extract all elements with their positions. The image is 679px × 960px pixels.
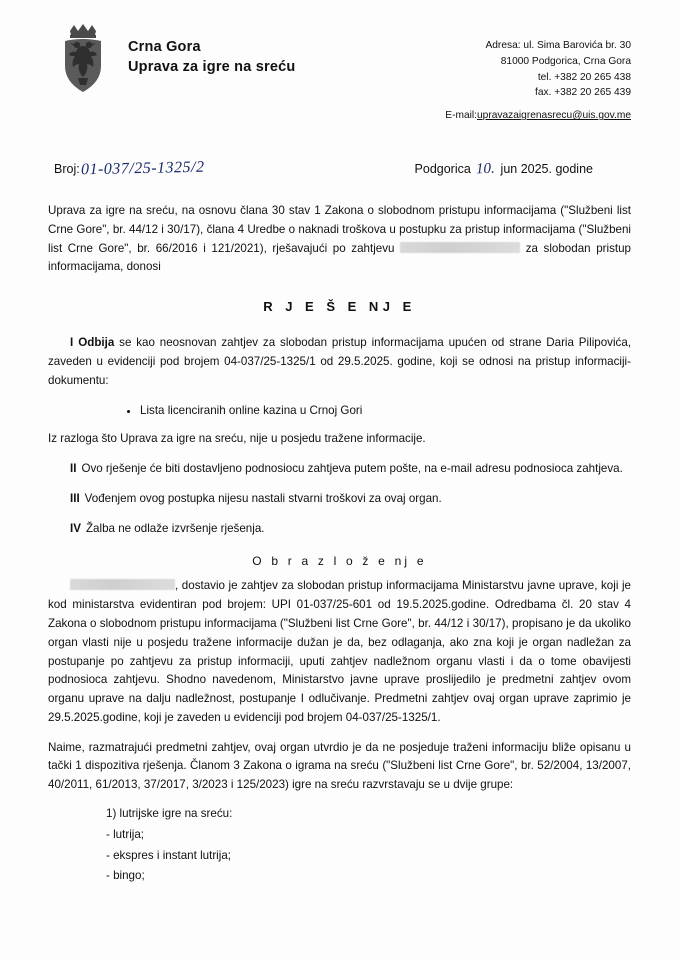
- decision-item-4-text: Žalba ne odlaže izvršenje rješenja.: [85, 521, 265, 535]
- date-rest: jun 2025. godine: [500, 162, 593, 177]
- decision-item-4: [48, 520, 631, 539]
- list-item: • Lista licenciranih online kazina u Crnoj Gori: [140, 402, 631, 421]
- explanation-paragraph-1: [48, 577, 631, 727]
- coat-of-arms-icon: [52, 22, 114, 96]
- intro-text-part-1: Uprava za igre na sreću, na osnovu člana 30 stav 1 Zakona o slobodnom pristupu informacijama ("Službeni list Crne Gore", br. 44/12 i 30/17), člana 4 Uredbe o naknadi troškova u postupku za pristup informacijama ("Službeni list Crne Gore", br. 66/2016 i 121/2021), rješavajući po zahtjevu: [48, 204, 631, 255]
- address-line-2: 81000 Podgorica, Crna Gora: [500, 55, 631, 67]
- decision-item-1-keyword: Odbija: [78, 336, 115, 350]
- decision-item-3: [48, 490, 631, 509]
- email-link[interactable]: upravazaigrenasrecu@uis.gov.me: [477, 110, 631, 122]
- games-group-1-heading: 1) lutrijske igre na sreću:: [106, 807, 233, 821]
- redacted-applicant-name-2: [70, 579, 175, 590]
- intro-text-part-2: za slobodan pristup informacijama, donosi: [48, 241, 631, 274]
- list-item: - bingo;: [106, 868, 145, 882]
- explanation-paragraph-1-text: , dostavio je zahtjev za slobodan pristup informacijama Ministarstvu javne uprave, koji je kod ministarstva evidentiran pod brojem: UPI 01-037/25-601 od 19.5.2025.godine. Odredbama čl. 20 stav 4 Zakona o slobodnom pristupu informacijama ("Službeni list Crne Gore", br. 44/12 i 30/17), propisano je da ukoliko organ vlasti nije u posjedu tražene informacije dužan je da, bez odlaganja, ako zna koji je organ nadležan za postupanje po zahtjevu za pristup informaciji, uputi zahtjev nadležnom organu vlasti i da o tome obavijesti podnosioca zahtjevu. Shodno navedenom, Ministarstvo javne uprave proslijedilo je predmetni zahtjev ovom organu uprave na dalju nadležnost, postupanje I odlučivanje. Predmetni zahtjev ovaj organ uprave zaprimio je 29.5.2025.godine, koji je zaveden u evidenciji pod brojem 04-037/25-1325/1.: [48, 579, 631, 724]
- decision-reason: Iz razloga što Uprava za igre na sreću, nije u posjedu tražene informacije.: [48, 432, 426, 446]
- date-day-handwritten: 10.: [476, 160, 496, 178]
- org-country: Crna Gora: [128, 39, 201, 55]
- document-header: [48, 0, 631, 124]
- email-row: [445, 108, 631, 124]
- decision-title: R J E Š E NJ E: [263, 299, 416, 315]
- list-item: - lutrija;: [106, 828, 145, 842]
- decision-item-2-text: Ovo rješenje će biti dostavljeno podnosiocu zahtjeva putem pošte, na e-mail adresu podnosioca zahtjeva.: [81, 462, 623, 476]
- ref-label: Broj:: [54, 162, 80, 177]
- intro-paragraph: [48, 202, 631, 277]
- decision-bullet-list: [48, 402, 631, 421]
- org-authority: Uprava za igre na sreću: [128, 58, 296, 75]
- explanation-title: O b r a z l o ž e nj e: [252, 554, 427, 569]
- fax-line: fax. +382 20 265 439: [534, 87, 631, 99]
- email-label: E-mail:: [445, 110, 477, 122]
- ref-number-handwritten: 01-037/25-1325/2: [80, 158, 205, 179]
- decision-item-2-numeral: II: [70, 462, 77, 476]
- decision-item-3-numeral: III: [70, 491, 80, 505]
- address-line-1: Adresa: ul. Sima Barovića br. 30: [485, 40, 631, 51]
- redacted-applicant-name: [400, 242, 520, 253]
- explanation-paragraph-2: Naime, razmatrajući predmetni zahtjev, ovaj organ utvrdio je da ne posjeduje traženi informaciju bliže opisanu u tački 1 dispozitiva rješenja. Članom 3 Zakona o igrama na sreću ("Službeni list Crne Gore", br. 52/2004, 13/2007, 40/2011, 61/2013, 37/2017, 3/2023 i 125/2023) igre na sreću razvrstavaju se u dvije grupe:: [48, 740, 631, 792]
- contact-block: [445, 22, 631, 124]
- place-name: Podgorica: [414, 162, 471, 177]
- decision-item-1-text: se kao neosnovan zahtjev za slobodan pristup informacijama upućen od strane Daria Pilipovića, zaveden u evidenciji pod brojem 04-037/25-1325/1 od 29.5.2025. godine, koji se odnosi na pristup informaciji-dokumentu:: [48, 336, 631, 387]
- list-item: - ekspres i instant lutrija;: [106, 848, 232, 862]
- games-group-list: [48, 804, 631, 886]
- decision-item-1: [48, 334, 631, 390]
- decision-item-2: [48, 460, 631, 479]
- phone-line: tel. +382 20 265 438: [537, 71, 631, 83]
- reference-row: [48, 160, 631, 178]
- decision-item-1-numeral: I: [70, 336, 74, 350]
- organization-block: [128, 22, 295, 77]
- place-date: [415, 161, 593, 178]
- decision-item-4-numeral: IV: [70, 521, 81, 535]
- decision-item-3-text: Vođenjem ovog postupka nijesu nastali stvarni troškovi za ovaj organ.: [84, 491, 442, 505]
